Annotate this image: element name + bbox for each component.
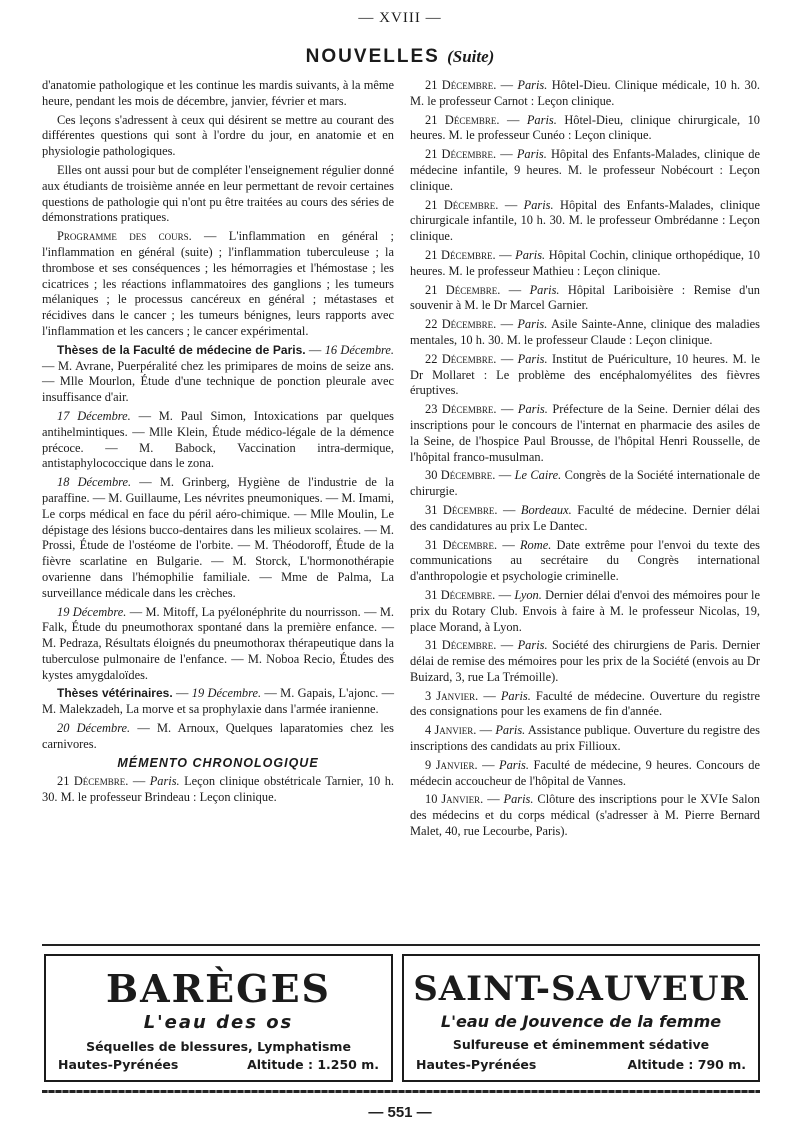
memento-entry: 10 Janvier. — Paris. Clôture des inscriptions pour le XVIe Salon des médecins et du corps médical (s'adresser à M. Pierre Bernard Malet, 40, rue Lecourbe, Paris). [410, 792, 760, 839]
entry-text: Préfecture de la Seine. Dernier délai des inscriptions pour le concours de l'internat en pharmacie des asiles de la Seine, de l'hospice Paul Brousse, de l'hôpital Henri Rousselle, de l'hôpital franco-musulman. [410, 402, 760, 464]
entry-text: Hôtel-Dieu, clinique chirurgicale, 10 heures. M. le professeur Cunéo : Leçon clinique. [410, 112, 760, 143]
advert-top-rule [42, 944, 760, 946]
entry-date: 10 Janvier. [425, 792, 484, 807]
entry-date: 21 Décembre. [425, 282, 501, 297]
entry-place: Paris. [529, 282, 560, 297]
memento-entry: 31 Décembre. — Bordeaux. Faculté de médecine. Dernier délai des candidatures au prix Le Dantec. [410, 502, 760, 533]
memento-entry: 21 Décembre. — Paris. Hôpital Cochin, clinique orthopédique, 10 heures. M. le professeur Mathieu : Leçon clinique. [410, 247, 760, 278]
roman-page-number: — XVIII — [358, 10, 442, 26]
vet-theses-heading: Thèses vétérinaires. [57, 686, 173, 701]
vet-theses-text: — M. Gapais, L'ajonc. — M. Malekzadeh, La morve et sa prophylaxie dans l'armée iranienne. [42, 686, 394, 717]
entry-date: 21 Décembre. [425, 112, 500, 127]
page-number: — 551 — [368, 1104, 432, 1121]
entry-date: 4 Janvier. [425, 723, 477, 738]
entry-place: Rome. [519, 537, 552, 552]
theses-day-text: — M. Mitoff, La pyélonéphrite du nourrisson. — M. Falk, Étude du pneumothorax spontané dans la première enfance. — M. Pedraza, Résultats éloignés du pneumothorax thérapeutique dans la tuberculose pulmonaire de l'enfance. — M. Noboa Recio, Études des kystes amygdaloïdes. [42, 604, 394, 682]
entry-place: Paris. [503, 792, 534, 807]
entry-place: Paris. [517, 351, 548, 366]
advert-bareges [44, 954, 393, 1082]
program-paragraph [42, 229, 394, 340]
paragraph: Ces leçons s'adressent à ceux qui désirent se mettre au courant des différentes questions qui sont à l'ordre du jour, en anatomie et en physiologie pathologiques. [42, 112, 394, 159]
entry-place: Paris. [517, 317, 548, 332]
entry-text: Hôpital des Enfants-Malades, clinique chirurgicale infantile, 10 h. 30. M. le professeur Ombrédanne : Leçon clinique. [410, 197, 760, 244]
memento-entry: 30 Décembre. — Le Caire. Congrès de la Société internationale de chirurgie. [410, 468, 760, 499]
vet-theses-date: 19 Décembre. [191, 686, 262, 701]
entry-text: Hôtel-Dieu. Clinique médicale, 10 h. 30. M. le professeur Carnot : Leçon clinique. [410, 78, 760, 108]
entry-place: Paris. [149, 774, 180, 789]
memento-entry: 21 Décembre. — Paris. Hôtel-Dieu, clinique chirurgicale, 10 heures. M. le professeur Cunéo : Leçon clinique. [410, 112, 760, 143]
entry-text: Clôture des inscriptions pour le XVIe Salon des médecins et du corps médical (s'adresser à M. Pierre Bernard Malet, 40, rue Lecourbe, Paris). [410, 792, 760, 839]
theses-day-text: — M. Paul Simon, Intoxications par quelques antihelmintiques. — Mlle Klein, Étude médico-légale de la démence précoce. — M. Babock, Vaccination intra-dermique, antistaphylococcique dans le zona. [42, 408, 394, 471]
entry-text: Date extrême pour l'envoi du texte des communications au secrétaire du Congrès international d'anthropologie et psychologie criminelle. [410, 537, 760, 584]
entry-place: Paris. [515, 247, 546, 262]
theses-heading: Thèses de la Faculté de médecine de Paris. [57, 342, 306, 357]
vet-theses-paragraph: Thèses vétérinaires. — 19 Décembre. — M. Gapais, L'ajonc. — M. Malekzadeh, La morve et sa prophylaxie dans l'armée iranienne. [42, 686, 394, 717]
entry-place: Paris. [517, 638, 548, 653]
entry-text: Faculté de médecine, 9 heures. Concours de médecin accoucheur de l'hôpital de Vannes. [410, 757, 760, 788]
theses-day-date: 18 Décembre. [57, 475, 132, 490]
theses-day-text: — M. Grinberg, Hygiène de l'industrie de la paraffine. — M. Guillaume, Les névrites pneumoniques. — M. Imami, Le corps médical en face du péril aéro-chimique. — Mlle Moulin, Le dépistage des lésions bucco-dentaires dans les milieux scolaires. — M. Prossi, Étude de l'ostéome de l'orbite. — M. Théodoroff, Étude de la fièvre scarlatine en Bulgarie. — M. Storck, L'hormonothérapie ovarienne dans l'hémophilie familiale. — Mme de Palma, La surveillance médicale dans les crèches. [42, 475, 394, 600]
advert-description: Séquelles de blessures, Lymphatisme [86, 1039, 351, 1054]
entry-place: Paris. [517, 78, 548, 92]
memento-entry: 31 Décembre. — Rome. Date extrême pour l'envoi du texte des communications au secrétaire du Congrès international d'anthropologie et psychologie criminelle. [410, 537, 760, 584]
entry-date: 31 Décembre. [425, 587, 496, 602]
advert-altitude: Altitude : 1.250 m. [247, 1057, 379, 1072]
entry-date: 21 Décembre. [425, 78, 497, 92]
entry-text: Faculté de médecine. Ouverture du registre des consignations pour les examens de fin d'année. [410, 688, 760, 719]
section-title-text: NOUVELLES [305, 46, 440, 67]
entry-place: Le Caire. [514, 468, 562, 483]
theses-day-date: 17 Décembre. [57, 408, 131, 423]
theses-date: 16 Décembre. [324, 342, 394, 357]
entry-text: Société des chirurgiens de Paris. Dernier délai de remise des mémoires pour les prix de la Société (envois au Dr Buizard, 3, rue La Trémoille). [410, 638, 760, 684]
memento-entry: 21 Décembre. — Paris. Hôpital Lariboisière : Remise d'un souvenir à M. le Dr Marcel Garnier. [410, 282, 760, 313]
entry-date: 31 Décembre. [425, 638, 497, 653]
entry-place: Paris. [523, 197, 554, 212]
entry-place: Paris. [517, 402, 548, 417]
entry-date: 21 Décembre. [425, 197, 499, 212]
entry-text: Congrès de la Société internationale de chirurgie. [410, 468, 760, 499]
entry-text: Leçon clinique obstétricale Tarnier, 10 h. 30. M. le professeur Brindeau : Leçon clinique. [42, 774, 394, 805]
advert-region: Hautes-Pyrénées [416, 1057, 537, 1072]
advert-name: SAINT-SAUVEUR [413, 969, 749, 1009]
advert-footer [416, 1057, 746, 1072]
entry-date: 30 Décembre. [425, 468, 496, 483]
memento-entry: 31 Décembre. — Lyon. Dernier délai d'envoi des mémoires pour le prix du Rotary Club. Envois à faire à M. le professeur Nicolas, 19, place Morand, à Lyon. [410, 587, 760, 634]
entry-date: 3 Janvier. [425, 688, 479, 703]
entry-date: 21 Décembre. [425, 147, 497, 162]
entry-text: Assistance publique. Ouverture du registre des inscriptions des candidats au prix Fillioux. [410, 723, 760, 754]
advert-region: Hautes-Pyrénées [58, 1057, 179, 1072]
memento-entry: 21 Décembre. — Paris. Hôpital des Enfants-Malades, clinique chirurgicale infantile, 10 h. 30. M. le professeur Ombrédanne : Leçon clinique. [410, 197, 760, 244]
memento-entry: 21 Décembre. — Paris. Leçon clinique obstétricale Tarnier, 10 h. 30. M. le professeur Brindeau : Leçon clinique. [42, 774, 394, 805]
entry-place: Bordeaux. [520, 502, 572, 517]
advert-name: BARÈGES [105, 966, 331, 1011]
memento-entry: 31 Décembre. — Paris. Société des chirurgiens de Paris. Dernier délai de remise des mémoires pour les prix de la Société (envois au Dr Buizard, 3, rue La Trémoille). [410, 638, 760, 684]
entry-date: 22 Décembre. [425, 317, 497, 332]
section-title-suite: (Suite) [447, 47, 495, 66]
theses-day-paragraph [42, 409, 394, 472]
theses-day-paragraph [42, 721, 394, 753]
theses-day-text: — M. Arnoux, Quelques laparatomies chez les carnivores. [42, 721, 394, 751]
entry-place: Paris. [526, 112, 557, 127]
program-text: — L'inflammation en général ; l'inflammation en général (suite) ; l'inflammation tuberculeuse ; la thrombose et ses conséquences ; les hémorragies et l'hémostase ; les cicatrices ; les réactions inflammatoires des ganglions ; les tumeurs mélaniques ; le processus cancéreux en général ; métastases et récidives dans le cancer ; les tumeurs bénignes, leurs rapports avec l'inflammation et les cancers ; le cancer expérimental. [42, 229, 394, 338]
section-title [0, 46, 800, 68]
advert-saint-sauveur [402, 954, 760, 1082]
memento-entry: 22 Décembre. — Paris. Institut de Puériculture, 10 heures. M. le Dr Mollaret : Le problème des encéphalomyélites des fièvres éruptives. [410, 351, 760, 398]
theses-day-date: 19 Décembre. [57, 604, 127, 619]
program-label: Programme des cours. [57, 229, 192, 244]
entry-text: Hôpital des Enfants-Malades, clinique de médecine infantile, 9 heures. M. le professeur Nobécourt : Leçon clinique. [410, 147, 761, 193]
right-column [410, 78, 760, 843]
memento-heading: MÉMENTO CHRONOLOGIQUE [117, 755, 319, 770]
paragraph: Elles ont aussi pour but de compléter l'enseignement régulier donné aux étudiants de troisième année en leur permettant de revoir certaines questions de pathologie qui n'ont pu être traitées au cours des séries de démonstrations pratiques. [42, 162, 394, 225]
entry-place: Lyon. [514, 587, 542, 602]
advert-footer [58, 1057, 379, 1072]
entry-text: Dernier délai d'envoi des mémoires pour le prix du Rotary Club. Envois à faire à M. le professeur Nicolas, 19, place Morand, à Lyon. [410, 587, 760, 634]
theses-text: — M. Avrane, Puerpéralité chez les primipares de moins de seize ans. — Mlle Mourlon, Étude d'une technique de ponction pleurale avec insuffisance d'air. [42, 358, 394, 405]
entry-place: Paris. [495, 723, 526, 738]
memento-entry: 9 Janvier. — Paris. Faculté de médecine, 9 heures. Concours de médecin accoucheur de l'hôpital de Vannes. [410, 757, 760, 788]
advert-altitude: Altitude : 790 m. [627, 1057, 746, 1072]
advert-description: Sulfureuse et éminemment sédative [452, 1037, 710, 1052]
entry-date: 21 Décembre. [425, 247, 496, 262]
entry-text: Hôpital Lariboisière : Remise d'un souvenir à M. le Dr Marcel Garnier. [410, 282, 760, 313]
entry-text: Faculté de médecine. Dernier délai des candidatures au prix Le Dantec. [410, 502, 760, 533]
left-column [42, 78, 394, 809]
paragraph: d'anatomie pathologique et les continue les mardis suivants, à la même heure, pendant les mois de décembre, janvier, février et mars. [42, 78, 394, 108]
theses-day-date: 20 Décembre. [57, 721, 131, 736]
memento-entry: 21 Décembre. — Paris. Hôtel-Dieu. Clinique médicale, 10 h. 30. M. le professeur Carnot : Leçon clinique. [410, 78, 760, 108]
entry-text: Asile Sainte-Anne, clinique des maladies mentales, 10 h. 30. M. le professeur Claude : Leçon clinique. [410, 317, 760, 347]
advert-slogan: L'eau des os [143, 1012, 294, 1033]
advert-bottom-rule [42, 1090, 760, 1093]
entry-place: Paris. [516, 147, 547, 162]
entry-text: Institut de Puériculture, 10 heures. M. le Dr Mollaret : Le problème des encéphalomyélites des fièvres éruptives. [410, 351, 760, 398]
entry-date: 22 Décembre. [425, 351, 497, 366]
entry-date: 9 Janvier. [425, 757, 478, 772]
entry-date: 31 Décembre. [425, 537, 498, 552]
memento-entry: 4 Janvier. — Paris. Assistance publique. Ouverture du registre des inscriptions des candidats au prix Fillioux. [410, 723, 760, 754]
theses-day-paragraph [42, 605, 394, 684]
entry-place: Paris. [499, 757, 529, 772]
advert-slogan: L'eau de Jouvence de la femme [440, 1012, 722, 1031]
entry-place: Paris. [500, 688, 531, 703]
entry-date: 23 Décembre. [425, 402, 497, 417]
entry-date: 31 Décembre. [425, 502, 498, 517]
memento-entry: 21 Décembre. — Paris. Hôpital des Enfants-Malades, clinique de médecine infantile, 9 heures. M. le professeur Nobécourt : Leçon clinique. [410, 147, 761, 193]
memento-entry: 3 Janvier. — Paris. Faculté de médecine. Ouverture du registre des consignations pour les examens de fin d'année. [410, 688, 760, 719]
entry-date: 21 Décembre. [57, 774, 129, 789]
memento-entry: 23 Décembre. — Paris. Préfecture de la Seine. Dernier délai des inscriptions pour le concours de l'internat en pharmacie des asiles de la Seine, de l'hospice Paul Brousse, de l'hôpital Henri Rousselle, de l'hôpital franco-musulman. [410, 402, 760, 464]
theses-day-paragraph [42, 475, 394, 601]
theses-paragraph: Thèses de la Faculté de médecine de Paris. — 16 Décembre. — M. Avrane, Puerpéralité chez les primipares de moins de seize ans. — Mlle Mourlon, Étude d'une technique de ponction pleurale avec insuffisance d'air. [42, 342, 394, 405]
memento-entry: 22 Décembre. — Paris. Asile Sainte-Anne, clinique des maladies mentales, 10 h. 30. M. le professeur Claude : Leçon clinique. [410, 317, 760, 347]
entry-text: Hôpital Cochin, clinique orthopédique, 10 heures. M. le professeur Mathieu : Leçon clinique. [410, 247, 760, 278]
